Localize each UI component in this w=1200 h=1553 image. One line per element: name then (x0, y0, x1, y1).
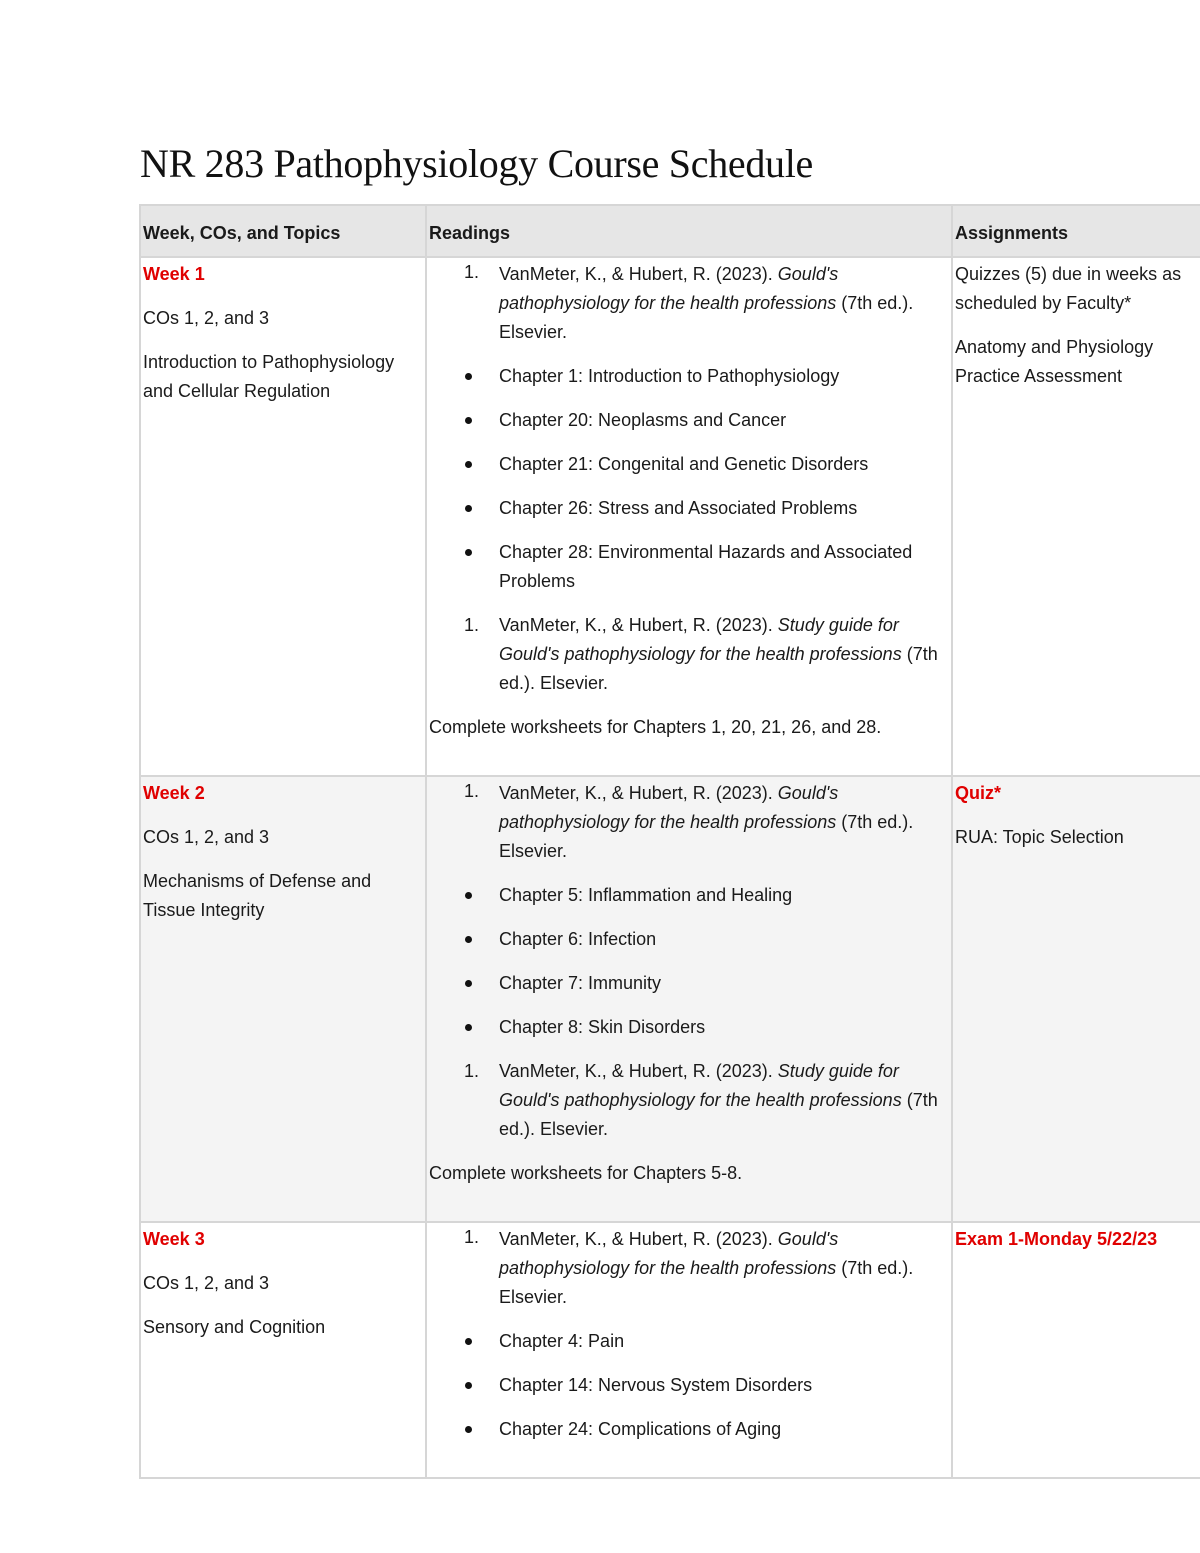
list-number: 1. (464, 781, 480, 801)
assignments-cell (952, 1222, 1200, 1478)
table-row (140, 1222, 1200, 1478)
reference-item (429, 777, 949, 866)
reference-edition: (7th ed.). Elsevier. (499, 644, 938, 693)
reference-authors: VanMeter, K., & Hubert, R. (2023). (499, 1061, 778, 1081)
page-title: NR 283 Pathophysiology Course Schedule (140, 141, 814, 186)
assignment-item: Quiz* (955, 783, 1002, 803)
chapter-item (429, 1327, 949, 1356)
reference-edition: (7th ed.). Elsevier. (499, 1090, 938, 1139)
course-outcomes: COs 1, 2, and 3 (143, 827, 270, 847)
chapter-label: Chapter 21: Congenital and Genetic Disorders (499, 454, 869, 474)
readings-cell (426, 1222, 952, 1478)
table-row (140, 776, 1200, 1222)
reference-item (429, 1057, 949, 1144)
chapter-item (429, 1013, 949, 1042)
week-cell (140, 776, 426, 1222)
chapter-label: Chapter 6: Infection (499, 929, 657, 949)
week-cell (140, 257, 426, 776)
chapter-item (429, 450, 949, 479)
reference-book-title: Study guide for Gould's pathophysiology for the health professions (499, 615, 902, 664)
chapter-item (429, 1415, 949, 1444)
bullet-icon (465, 936, 472, 943)
course-outcomes: COs 1, 2, and 3 (143, 308, 270, 328)
week-topic: Mechanisms of Defense and Tissue Integrity (143, 871, 372, 920)
chapter-label: Chapter 8: Skin Disorders (499, 1017, 706, 1037)
reference-book-title: Study guide for Gould's pathophysiology for the health professions (499, 1061, 902, 1110)
assignment-item: Anatomy and Physiology Practice Assessment (955, 337, 1154, 386)
chapter-label: Chapter 5: Inflammation and Healing (499, 885, 793, 905)
reference-edition: (7th ed.). Elsevier. (499, 1258, 914, 1307)
reference-authors: VanMeter, K., & Hubert, R. (2023). (499, 615, 778, 635)
list-number: 1. (464, 615, 480, 635)
reference-edition: (7th ed.). Elsevier. (499, 812, 914, 861)
chapter-label: Chapter 7: Immunity (499, 973, 662, 993)
reference-authors: VanMeter, K., & Hubert, R. (2023). (499, 1229, 778, 1249)
schedule-table (139, 204, 1200, 1479)
bullet-icon (465, 373, 472, 380)
assignment-item: RUA: Topic Selection (955, 827, 1124, 847)
assignment-item: Exam 1-Monday 5/22/23 (955, 1229, 1158, 1249)
week-label: Week 2 (143, 783, 205, 803)
bullet-icon (465, 980, 472, 987)
week-label: Week 1 (143, 264, 205, 284)
chapter-label: Chapter 4: Pain (499, 1331, 625, 1351)
assignments-cell (952, 257, 1200, 776)
chapter-item (429, 969, 949, 998)
chapter-item (429, 881, 949, 910)
table-row (140, 257, 1200, 776)
course-outcomes: COs 1, 2, and 3 (143, 1273, 270, 1293)
bullet-icon (465, 1426, 472, 1433)
header-week: Week, COs, and Topics (140, 205, 426, 257)
worksheets-note: Complete worksheets for Chapters 5-8. (429, 1163, 743, 1183)
chapter-label: Chapter 14: Nervous System Disorders (499, 1375, 813, 1395)
chapter-item (429, 406, 949, 435)
reference-item (429, 611, 949, 698)
bullet-icon (465, 417, 472, 424)
chapter-item (429, 362, 949, 391)
chapter-label: Chapter 20: Neoplasms and Cancer (499, 410, 787, 430)
week-topic: Sensory and Cognition (143, 1317, 326, 1337)
reference-item (429, 258, 949, 347)
bullet-icon (465, 549, 472, 556)
reference-authors: VanMeter, K., & Hubert, R. (2023). (499, 264, 778, 284)
chapter-label: Chapter 24: Complications of Aging (499, 1419, 782, 1439)
reference-authors: VanMeter, K., & Hubert, R. (2023). (499, 783, 778, 803)
table-header-row (140, 205, 1200, 257)
bullet-icon (465, 461, 472, 468)
assignments-cell (952, 776, 1200, 1222)
bullet-icon (465, 1382, 472, 1389)
chapter-item (429, 925, 949, 954)
chapter-label: Chapter 1: Introduction to Pathophysiology (499, 366, 840, 386)
bullet-icon (465, 1024, 472, 1031)
bullet-icon (465, 505, 472, 512)
bullet-icon (465, 1338, 472, 1345)
reference-edition: (7th ed.). Elsevier. (499, 293, 914, 342)
week-topic: Introduction to Pathophysiology and Cellular Regulation (143, 352, 395, 401)
readings-cell (426, 776, 952, 1222)
week-cell (140, 1222, 426, 1478)
header-assignments: Assignments (952, 205, 1200, 257)
reference-item (429, 1223, 949, 1312)
chapter-item (429, 538, 949, 596)
week-label: Week 3 (143, 1229, 205, 1249)
reference-book-title: Gould's pathophysiology for the health professions (499, 264, 839, 313)
reference-book-title: Gould's pathophysiology for the health professions (499, 783, 839, 832)
header-readings: Readings (426, 205, 952, 257)
readings-cell (426, 257, 952, 776)
list-number: 1. (464, 1061, 480, 1081)
chapter-label: Chapter 28: Environmental Hazards and Associated Problems (499, 542, 913, 591)
list-number: 1. (464, 1227, 480, 1247)
chapter-label: Chapter 26: Stress and Associated Problems (499, 498, 858, 518)
assignment-item: Quizzes (5) due in weeks as scheduled by Faculty* (955, 264, 1182, 313)
chapter-item (429, 1371, 949, 1400)
chapter-item (429, 494, 949, 523)
list-number: 1. (464, 262, 480, 282)
worksheets-note: Complete worksheets for Chapters 1, 20, 21, 26, and 28. (429, 717, 882, 737)
reference-book-title: Gould's pathophysiology for the health professions (499, 1229, 839, 1278)
bullet-icon (465, 892, 472, 899)
